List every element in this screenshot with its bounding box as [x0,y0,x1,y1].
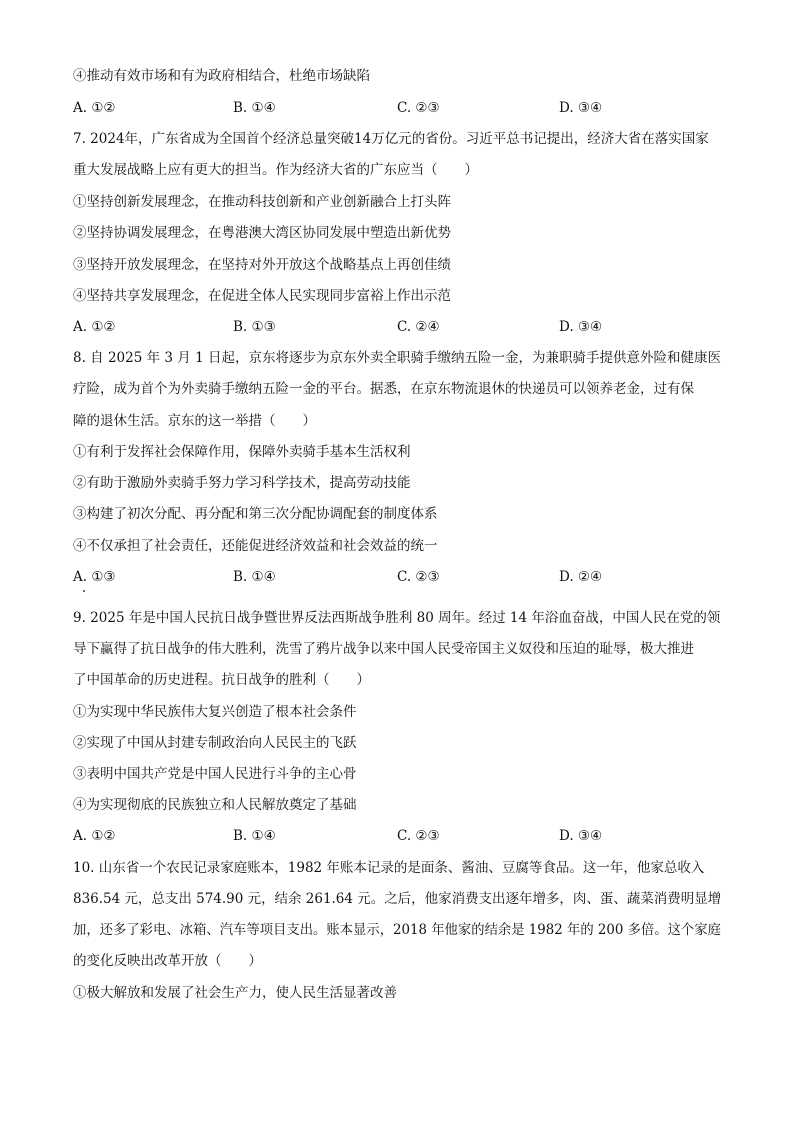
q9-statement-1: ①为实现中华民族伟大复兴创造了根本社会条件 [73,704,357,720]
q8-statement-4: ④不仅承担了社会责任，还能促进经济效益和社会效益的统一 [73,538,438,554]
q9-statement-2: ②实现了中国从封建专制政治向人民民主的飞跃 [73,735,357,751]
q8-options [73,569,713,585]
q7-options [73,319,713,335]
q8-statement-1: ①有利于发挥社会保障作用，保障外卖骑手基本生活权利 [73,444,411,460]
q7-stem-line-1: 7. 2024年，广东省成为全国首个经济总量突破14万亿元的省份。习近平总书记提出，经济大省在落实国家 [73,131,709,147]
q10-statement-1: ①极大解放和发展了社会生产力，使人民生活显著改善 [73,985,397,1001]
q9-option-a: A. ①② [73,828,116,844]
q6-statement-4: ④推动有效市场和有为政府相结合，杜绝市场缺陷 [73,68,370,84]
q9-option-d: D. ③④ [559,828,603,844]
q8-option-d: D. ②④ [559,569,603,585]
q6-option-c: C. ②③ [397,100,440,116]
q10-stem-line-3: 加，还多了彩电、冰箱、汽车等项目支出。账本显示，2018 年他家的结余是 1982 年的 200 多倍。这个家庭 [73,922,721,938]
q7-option-b: B. ①③ [233,319,276,335]
stray-mark [83,590,85,592]
q6-option-d: D. ③④ [559,100,603,116]
q8-stem-line-3: 障的退休生活。京东的这一举措（ ） [73,413,316,429]
q7-statement-3: ③坚持开放发展理念，在坚持对外开放这个战略基点上再创佳绩 [73,257,451,273]
q7-option-c: C. ②④ [397,319,440,335]
q8-option-c: C. ②③ [397,569,440,585]
q8-statement-2: ②有助于激励外卖骑手努力学习科学技术，提高劳动技能 [73,475,411,491]
q10-stem-line-1: 10. 山东省一个农民记录家庭账本，1982 年账本记录的是面条、酱油、豆腐等食品。这一年，他家总收入 [73,860,705,876]
q6-option-b: B. ①④ [233,100,276,116]
q9-option-c: C. ②③ [397,828,440,844]
q9-options [73,828,713,844]
q9-statement-3: ③表明中国共产党是中国人民进行斗争的主心骨 [73,766,357,782]
q7-option-a: A. ①② [73,319,116,335]
q9-option-b: B. ①④ [233,828,276,844]
q9-stem-line-1: 9. 2025 年是中国人民抗日战争暨世界反法西斯战争胜利 80 周年。经过 14 年浴血奋战，中国人民在党的领 [73,610,721,626]
q8-option-a: A. ①③ [73,569,116,585]
q8-stem-line-1: 8. 自 2025 年 3 月 1 日起，京东将逐步为京东外卖全职骑手缴纳五险一金，为兼职骑手提供意外险和健康医 [73,350,721,366]
q8-option-b: B. ①④ [233,569,276,585]
q6-options [73,100,713,116]
q6-option-a: A. ①② [73,100,116,116]
q7-statement-4: ④坚持共享发展理念，在促进全体人民实现同步富裕上作出示范 [73,288,451,304]
q7-stem-line-2: 重大发展战略上应有更大的担当。作为经济大省的广东应当（ ） [73,162,478,178]
q7-option-d: D. ③④ [559,319,603,335]
q10-stem-line-4: 的变化反映出改革开放（ ） [73,953,262,969]
q7-statement-1: ①坚持创新发展理念，在推动科技创新和产业创新融合上打头阵 [73,194,451,210]
q8-statement-3: ③构建了初次分配、再分配和第三次分配协调配套的制度体系 [73,506,438,522]
q7-statement-2: ②坚持协调发展理念，在粤港澳大湾区协同发展中塑造出新优势 [73,225,451,241]
q9-stem-line-3: 了中国革命的历史进程。抗日战争的胜利（ ） [73,672,370,688]
q9-stem-line-2: 导下赢得了抗日战争的伟大胜利，洗雪了鸦片战争以来中国人民受帝国主义奴役和压迫的耻辱，极大推进 [73,641,694,657]
q10-stem-line-2: 836.54 元，总支出 574.90 元，结余 261.64 元。之后，他家消费支出逐年增多，肉、蛋、蔬菜消费明显增 [73,891,722,907]
q9-statement-4: ④为实现彻底的民族独立和人民解放奠定了基础 [73,797,357,813]
q8-stem-line-2: 疗险，成为首个为外卖骑手缴纳五险一金的平台。据悉，在京东物流退休的快递员可以领养老金，过有保 [73,381,694,397]
